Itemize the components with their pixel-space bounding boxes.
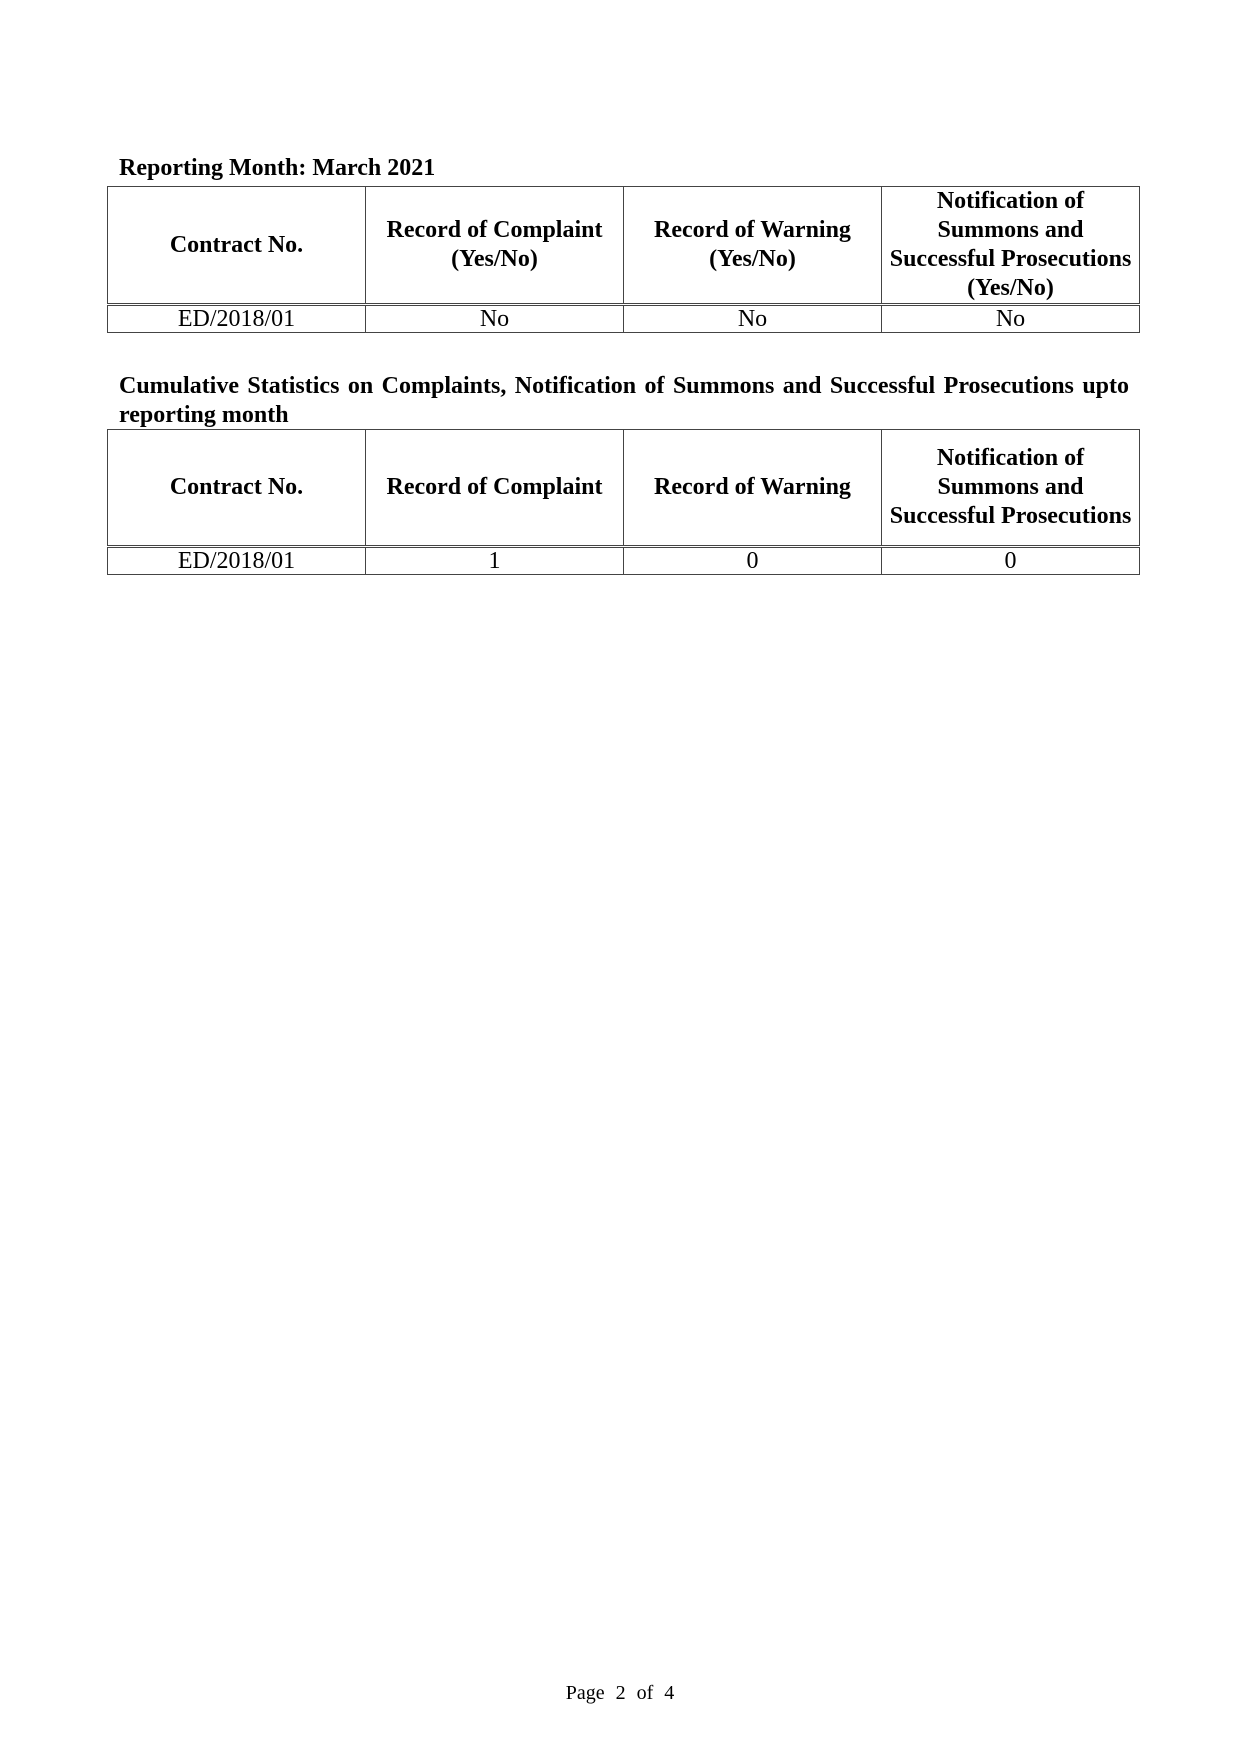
column-header-contract-no: Contract No. bbox=[108, 187, 366, 305]
column-header-contract-no: Contract No. bbox=[108, 430, 366, 547]
cell-record-of-complaint: No bbox=[366, 305, 624, 333]
column-header-record-of-warning: Record of Warning (Yes/No) bbox=[624, 187, 882, 305]
cumulative-statistics-table bbox=[107, 429, 1140, 575]
monthly-report-table bbox=[107, 186, 1140, 333]
column-header-record-of-warning: Record of Warning bbox=[624, 430, 882, 547]
cell-record-of-warning: No bbox=[624, 305, 882, 333]
table-header-row bbox=[108, 430, 1140, 547]
column-header-notification-of-summons: Notification of Summons and Successful Prosecutions bbox=[882, 430, 1140, 547]
table-header-row bbox=[108, 187, 1140, 305]
page-number: Page 2 of 4 bbox=[565, 1682, 675, 1704]
table-row bbox=[108, 305, 1140, 333]
column-header-record-of-complaint: Record of Complaint (Yes/No) bbox=[366, 187, 624, 305]
cell-notification-of-summons: 0 bbox=[882, 547, 1140, 575]
table-row bbox=[108, 547, 1140, 575]
cell-record-of-warning: 0 bbox=[624, 547, 882, 575]
cell-notification-of-summons: No bbox=[882, 305, 1140, 333]
cell-contract-no: ED/2018/01 bbox=[108, 547, 366, 575]
column-header-notification-of-summons: Notification of Summons and Successful Prosecutions (Yes/No) bbox=[882, 187, 1140, 305]
cumulative-statistics-heading: Cumulative Statistics on Complaints, Notification of Summons and Successful Prosecutions upto reporting month bbox=[119, 373, 1129, 428]
column-header-record-of-complaint: Record of Complaint bbox=[366, 430, 624, 547]
cell-record-of-complaint: 1 bbox=[366, 547, 624, 575]
cell-contract-no: ED/2018/01 bbox=[108, 305, 366, 333]
reporting-month-heading: Reporting Month: March 2021 bbox=[119, 155, 436, 181]
